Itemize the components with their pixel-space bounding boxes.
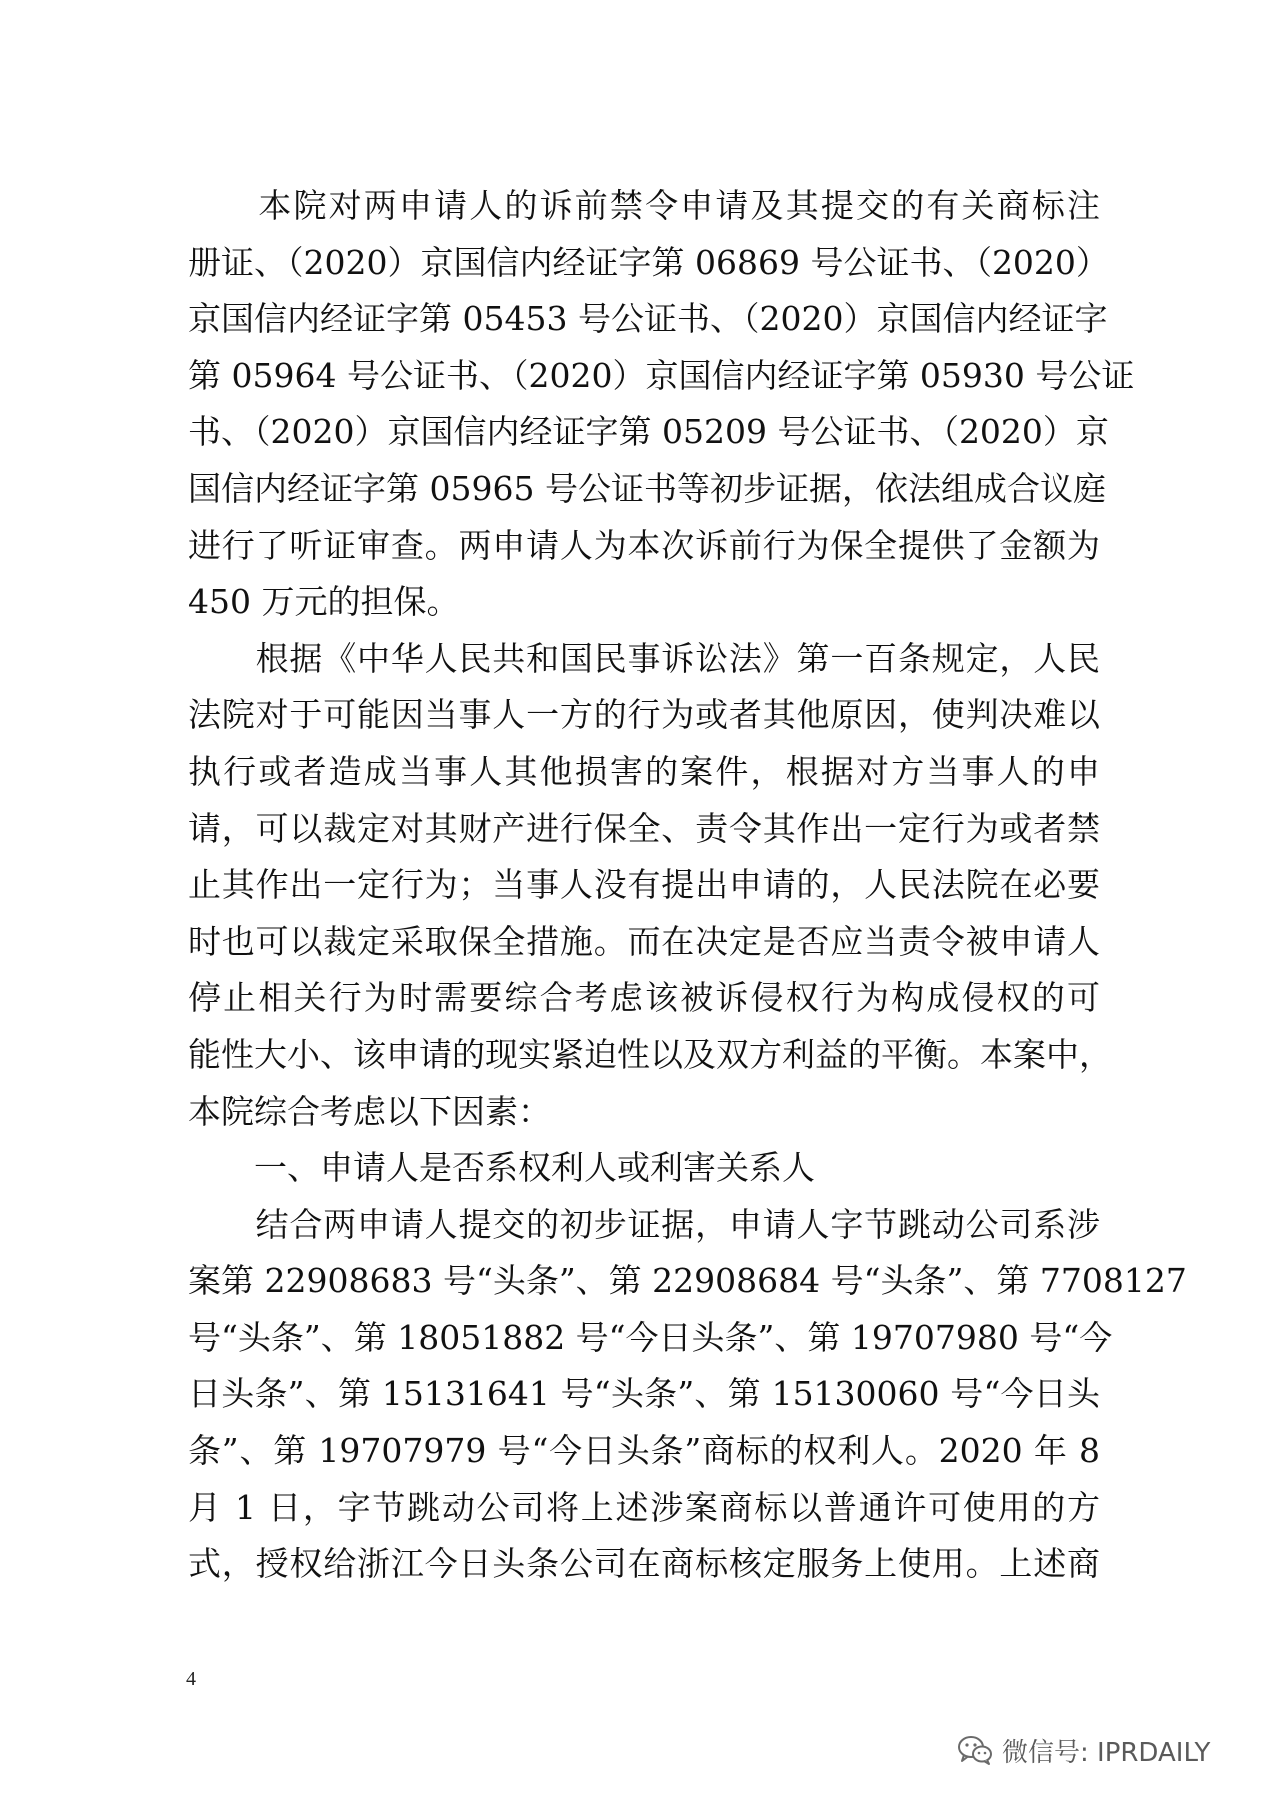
text-line: 能性大小、该申请的现实紧迫性以及双方利益的平衡。本案中， (188, 1034, 1112, 1074)
text-line: 时也可以裁定采取保全措施。而在决定是否应当责令被申请人 (188, 921, 1100, 961)
document-body (188, 178, 1187, 1593)
text-line: 册证、（2020）京国信内经证字第 06869 号公证书、（2020） (188, 242, 1109, 282)
text-line: 一、申请人是否系权利人或利害关系人 (188, 1148, 815, 1188)
watermark-text: 微信号: IPRDAILY (1002, 1737, 1211, 1768)
text-line: 第 05964 号公证书、（2020）京国信内经证字第 05930 号公证 (188, 355, 1135, 395)
text-line: 进行了听证审查。两申请人为本次诉前行为保全提供了金额为 (188, 525, 1100, 565)
page-number: 4 (186, 1668, 196, 1690)
text-line: 月 1 日，字节跳动公司将上述涉案商标以普通许可使用的方 (188, 1487, 1100, 1527)
text-line: 书、（2020）京国信内经证字第 05209 号公证书、（2020）京 (188, 412, 1109, 452)
text-line: 结合两申请人提交的初步证据，申请人字节跳动公司系涉 (188, 1204, 1100, 1244)
text-line: 式，授权给浙江今日头条公司在商标核定服务上使用。上述商 (188, 1544, 1100, 1584)
text-line: 法院对于可能因当事人一方的行为或者其他原因，使判决难以 (188, 695, 1100, 735)
text-line: 本院对两申请人的诉前禁令申请及其提交的有关商标注 (188, 186, 1100, 225)
text-line: 执行或者造成当事人其他损害的案件，根据对方当事人的申 (188, 751, 1100, 791)
text-line: 国信内经证字第 05965 号公证书等初步证据，依法组成合议庭 (188, 468, 1106, 508)
text-line: 条”、第 19707979 号“今日头条”商标的权利人。2020 年 8 (188, 1431, 1100, 1471)
text-line: 停止相关行为时需要综合考虑该被诉侵权行为构成侵权的可 (188, 978, 1100, 1018)
wechat-watermark (956, 1730, 1256, 1770)
text-line: 止其作出一定行为；当事人没有提出申请的，人民法院在必要 (188, 865, 1100, 905)
text-line: 450 万元的担保。 (188, 582, 460, 622)
text-line: 京国信内经证字第 05453 号公证书、（2020）京国信内经证字 (188, 299, 1108, 339)
text-line: 日头条”、第 15131641 号“头条”、第 15130060 号“今日头 (188, 1374, 1100, 1414)
text-line: 本院综合考虑以下因素： (188, 1091, 551, 1131)
text-line: 案第 22908683 号“头条”、第 22908684 号“头条”、第 7708127 (188, 1261, 1187, 1301)
text-line: 号“头条”、第 18051882 号“今日头条”、第 19707980 号“今 (188, 1317, 1113, 1357)
wechat-icon (956, 1734, 994, 1766)
text-line: 请，可以裁定对其财产进行保全、责令其作出一定行为或者禁 (188, 808, 1100, 848)
text-line: 根据《中华人民共和国民事诉讼法》第一百条规定，人民 (188, 638, 1100, 678)
